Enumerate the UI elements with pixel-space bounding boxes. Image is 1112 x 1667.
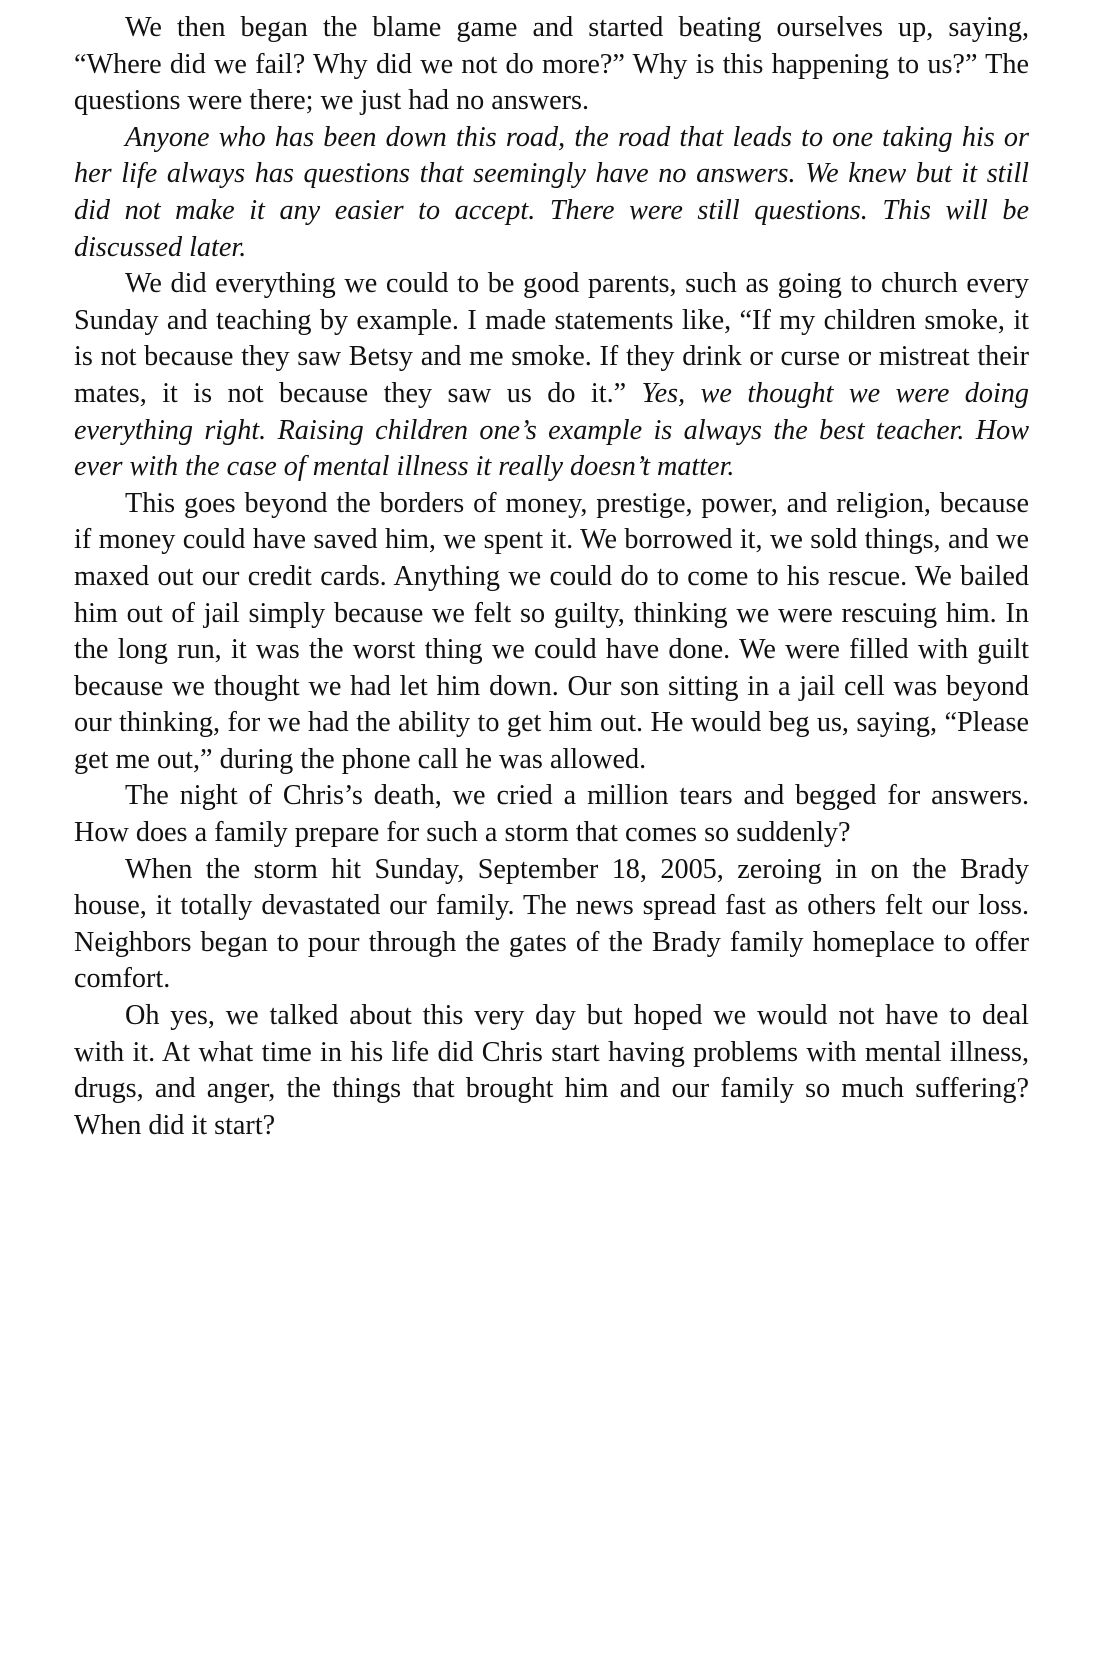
paragraph-good-parents-italic: Yes, we thought we were doing everything right. Raising children one’s example is always the best teacher. How ever with the case of mental illness it really doesn’t matter.	[74, 377, 1029, 483]
paragraph-when-did-it-start: Oh yes, we talked about this very day but hoped we would not have to deal with it. At what time in his life did Chris start having problems with mental illness, drugs, and anger, the things that brought him and our family so much suffering? When did it start?	[74, 1000, 1029, 1141]
paragraph-good-parents	[74, 266, 1029, 486]
paragraph-unanswered-questions: Anyone who has been down this road, the road that leads to one taking his or her life always has questions that seemingly have no answers. We knew but it still did not make it any easier to accept. There were still questions. This will be discussed later.	[74, 121, 1029, 263]
paragraph-blame-game: We then began the blame game and started beating ourselves up, saying, “Where did we fail? Why did we not do more?” Why is this happening to us?” The questions were there; we just had no answers.	[74, 12, 1029, 117]
paragraph-night-of-death: The night of Chris’s death, we cried a million tears and begged for answers. How does a family prepare for such a storm that comes so suddenly?	[74, 780, 1029, 849]
paragraph-storm-hit: When the storm hit Sunday, September 18, 2005, zeroing in on the Brady house, it totally devastated our family. The news spread fast as others felt our loss. Neighbors began to pour through the gates of the Brady family homeplace to offer comfort.	[74, 853, 1029, 995]
document-page	[74, 10, 1029, 1144]
paragraph-beyond-borders: This goes beyond the borders of money, prestige, power, and religion, because if money could have saved him, we spent it. We borrowed it, we sold things, and we maxed out our credit cards. Anything we could do to come to his rescue. We bailed him out of jail simply because we felt so guilty, thinking we were rescuing him. In the long run, it was the worst thing we could have done. We were filled with guilt because we thought we had let him down. Our son sitting in a jail cell was beyond our thinking, for we had the ability to get him out. He would beg us, saying, “Please get me out,” during the phone call he was allowed.	[74, 487, 1029, 775]
paragraph-good-parents-roman: We did everything we could to be good parents, such as going to church every Sunday and teaching by example. I made statements like, “If my children smoke, it is not because they saw Betsy and me smoke. If they drink or curse or mistreat their mates, it is not because they saw us do it.”	[74, 268, 1029, 409]
